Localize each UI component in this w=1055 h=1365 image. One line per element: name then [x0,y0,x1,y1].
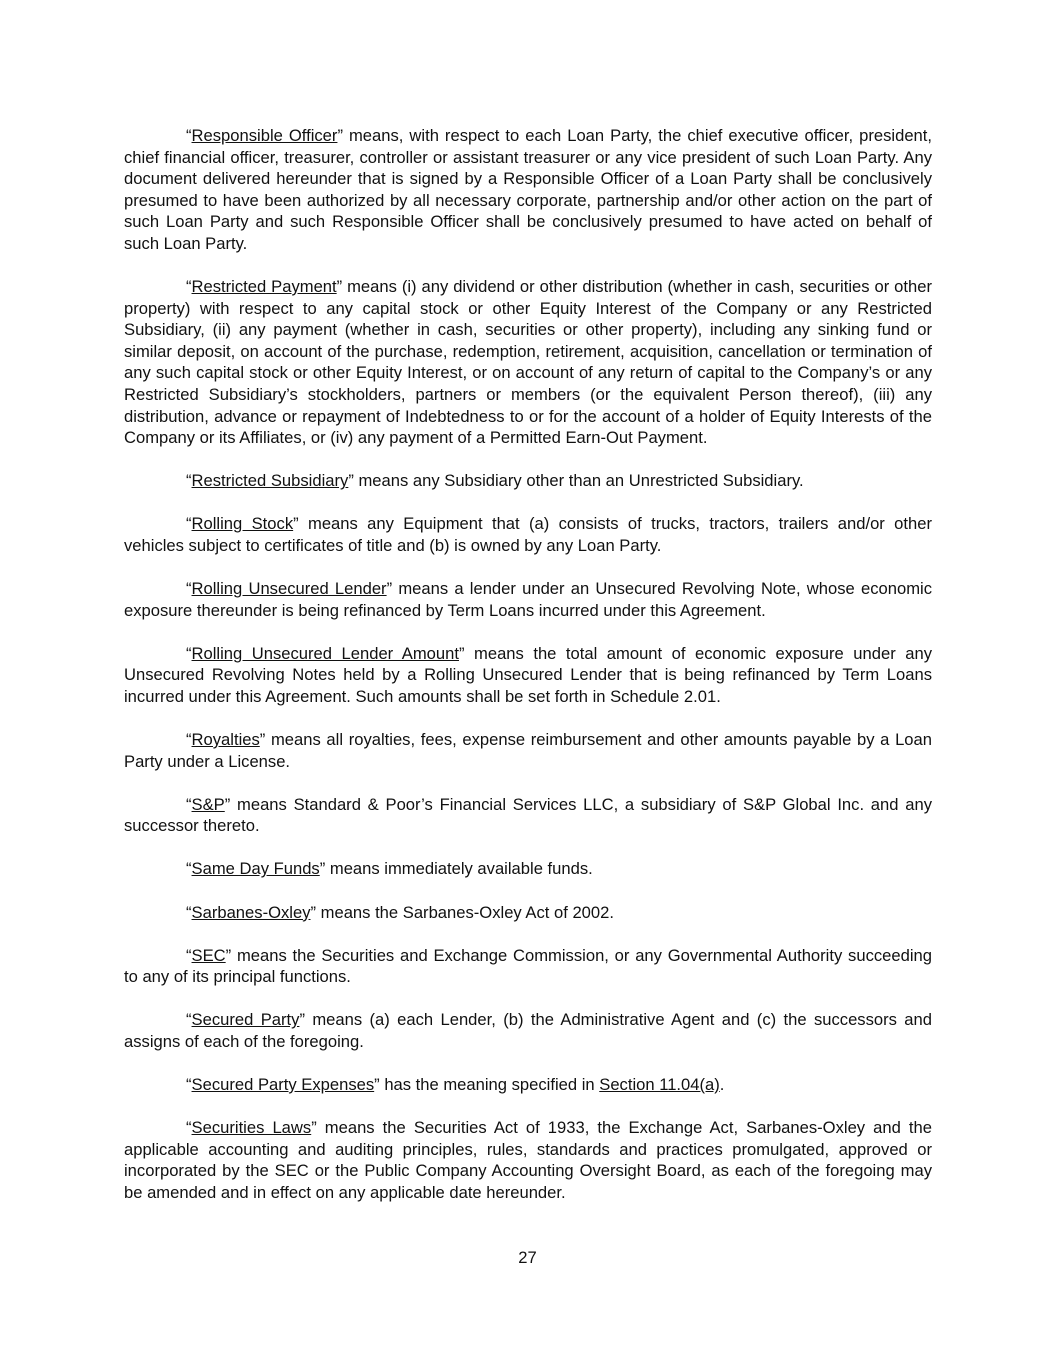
definition-text: means the Securities and Exchange Commission, or any Governmental Authority succeeding to any of its principal functions. [124,945,932,987]
definition-paragraph: “Responsible Officer” means, with respect to each Loan Party, the chief executive officer, president, chief financial officer, treasurer, controller or assistant treasurer or any vice president of such Loan Party. Any document delivered hereunder that is signed by a Responsible Officer of a Loan Party shall be conclusively presumed to have been authorized by all necessary corporate, partnership and/or other action on the part of such Loan Party and such Responsible Officer shall be conclusively presumed to have acted on behalf of such Loan Party. [124,126,932,253]
definition-paragraph: “Sarbanes-Oxley” means the Sarbanes-Oxley Act of 2002. [186,902,614,922]
definition-text: means Standard & Poor’s Financial Services LLC, a subsidiary of S&P Global Inc. and any successor thereto. [124,794,932,836]
defined-term: SEC [191,945,226,965]
definition-text: means a lender under an Unsecured Revolving Note, whose economic exposure thereunder is being refinanced by Term Loans incurred under this Agreement. [124,579,932,620]
definition-text: means (a) each Lender, (b) the Administrative Agent and (c) the successors and assigns of each of the foregoing. [124,1010,932,1051]
definition-paragraph: “Rolling Unsecured Lender” means a lender under an Unsecured Revolving Note, whose economic exposure thereunder is being refinanced by Term Loans incurred under this Agreement. [124,579,932,620]
definition-text-end: . [719,1075,725,1094]
definition-paragraph: “Restricted Payment” means (i) any dividend or other distribution (whether in cash, securities or other property) with respect to any capital stock or other Equity Interest of the Company or any Restricted Subsidiary, (ii) any payment (whether in cash, securities or other property), including any sinking fund or similar deposit, on account of the purchase, redemption, retirement, acquisition, cancellation or termination of any such capital stock or other Equity Interest, or on account of any return of capital to the Company’s or any Restricted Subsidiary’s stockholders, partners or members (or the equivalent Person thereof), (iii) any distribution, advance or repayment of Indebtedness to or for the account of a holder of Equity Interests of the Company or its Affiliates, or (iv) any payment of a Permitted Earn-Out Payment. [124,277,932,448]
definition-text: means, with respect to each Loan Party, the chief executive officer, president, chief financial officer, treasurer, controller or assistant treasurer or any vice president of such Loan Party. Any document delivered hereunder that is signed by a Responsible Officer of a Loan Party shall be conclusively presumed to have been authorized by all necessary corporate, partnership and/or other action on the part of such Loan Party and such Responsible Officer shall be conclusively presumed to have acted on behalf of such Loan Party. [124,126,932,253]
definition-text: means (i) any dividend or other distribution (whether in cash, securities or other property) with respect to any capital stock or other Equity Interest of the Company or any Restricted Subsidiary, (ii) any payment (whether in cash, securities or other property), including any sinking fund or similar deposit, on account of the purchase, redemption, retirement, acquisition, cancellation or termination of any such capital stock or other Equity Interest, or on account of any return of capital to the Company’s or any Restricted Subsidiary’s stockholders, partners or members (or the equivalent Person thereof), (iii) any distribution, advance or repayment of Indebtedness to or for the account of a holder of Equity Interests of the Company or its Affiliates, or (iv) any payment of a Permitted Earn-Out Payment. [124,277,932,448]
defined-term: Responsible Officer [191,126,338,145]
defined-term: S&P [191,794,225,814]
page-number: 27 [518,1248,537,1267]
definition-text: means the total amount of economic exposure under any Unsecured Revolving Notes held by a Rolling Unsecured Lender that is being refinanced by Term Loans incurred under this Agreement. Such amounts shall be set forth in Schedule 2.01. [124,643,932,706]
definition-text: means the Securities Act of 1933, the Exchange Act, Sarbanes-Oxley and the applicable accounting and auditing principles, rules, standards and practices promulgated, approved or incorporated by the SEC or the Public Company Accounting Oversight Board, as each of the foregoing may be amended and in effect on any applicable date hereunder. [124,1118,932,1202]
definition-paragraph: “SEC” means the Securities and Exchange Commission, or any Governmental Authority succeeding to any of its principal functions. [124,945,932,987]
defined-term: Royalties [191,730,260,750]
definition-paragraph: “Secured Party” means (a) each Lender, (b) the Administrative Agent and (c) the successors and assigns of each of the foregoing. [124,1010,932,1051]
definition-text: means any Subsidiary other than an Unrestricted Subsidiary. [353,471,804,491]
defined-term: Same Day Funds [191,859,320,879]
definitions-list [124,125,932,1225]
defined-term: Rolling Unsecured Lender [191,579,387,599]
definition-paragraph: “Rolling Unsecured Lender Amount” means the total amount of economic exposure under any Unsecured Revolving Notes held by a Rolling Unsecured Lender that is being refinanced by Term Loans incurred under this Agreement. Such amounts shall be set forth in Schedule 2.01. [124,643,932,706]
defined-term: Rolling Stock [191,514,294,534]
definition-text: means the Sarbanes-Oxley Act of 2002. [316,902,614,922]
definition-paragraph: “Secured Party Expenses” has the meaning specified in Section 11.04(a). [186,1075,725,1094]
section-reference: Section 11.04(a) [599,1075,720,1094]
defined-term: Sarbanes-Oxley [191,902,311,922]
definition-paragraph: “Rolling Stock” means any Equipment that (a) consists of trucks, tractors, trailers and/or other vehicles subject to certificates of title and (b) is owned by any Loan Party. [124,514,932,555]
defined-term: Securities Laws [191,1118,312,1138]
definition-text: means any Equipment that (a) consists of trucks, tractors, trailers and/or other vehicles subject to certificates of title and (b) is owned by any Loan Party. [124,514,932,555]
definition-paragraph: “Royalties” means all royalties, fees, expense reimbursement and other amounts payable by a Loan Party under a License. [124,730,932,771]
definition-paragraph: “S&P” means Standard & Poor’s Financial Services LLC, a subsidiary of S&P Global Inc. and any successor thereto. [124,794,932,836]
defined-term: Rolling Unsecured Lender Amount [191,643,459,663]
defined-term: Secured Party [191,1010,300,1030]
definition-text: means immediately available funds. [325,859,593,879]
defined-term: Restricted Payment [191,277,337,297]
defined-term: Restricted Subsidiary [191,471,349,491]
definition-paragraph: “Same Day Funds” means immediately available funds. [186,859,593,879]
definition-text: means all royalties, fees, expense reimbursement and other amounts payable by a Loan Party under a License. [124,730,932,771]
definition-text: has the meaning specified in [379,1075,600,1094]
definition-paragraph: “Securities Laws” means the Securities Act of 1933, the Exchange Act, Sarbanes-Oxley and the applicable accounting and auditing principles, rules, standards and practices promulgated, approved or incorporated by the SEC or the Public Company Accounting Oversight Board, as each of the foregoing may be amended and in effect on any applicable date hereunder. [124,1118,932,1202]
defined-term: Secured Party Expenses [191,1075,375,1094]
definition-paragraph: “Restricted Subsidiary” means any Subsidiary other than an Unrestricted Subsidiary. [186,471,804,491]
